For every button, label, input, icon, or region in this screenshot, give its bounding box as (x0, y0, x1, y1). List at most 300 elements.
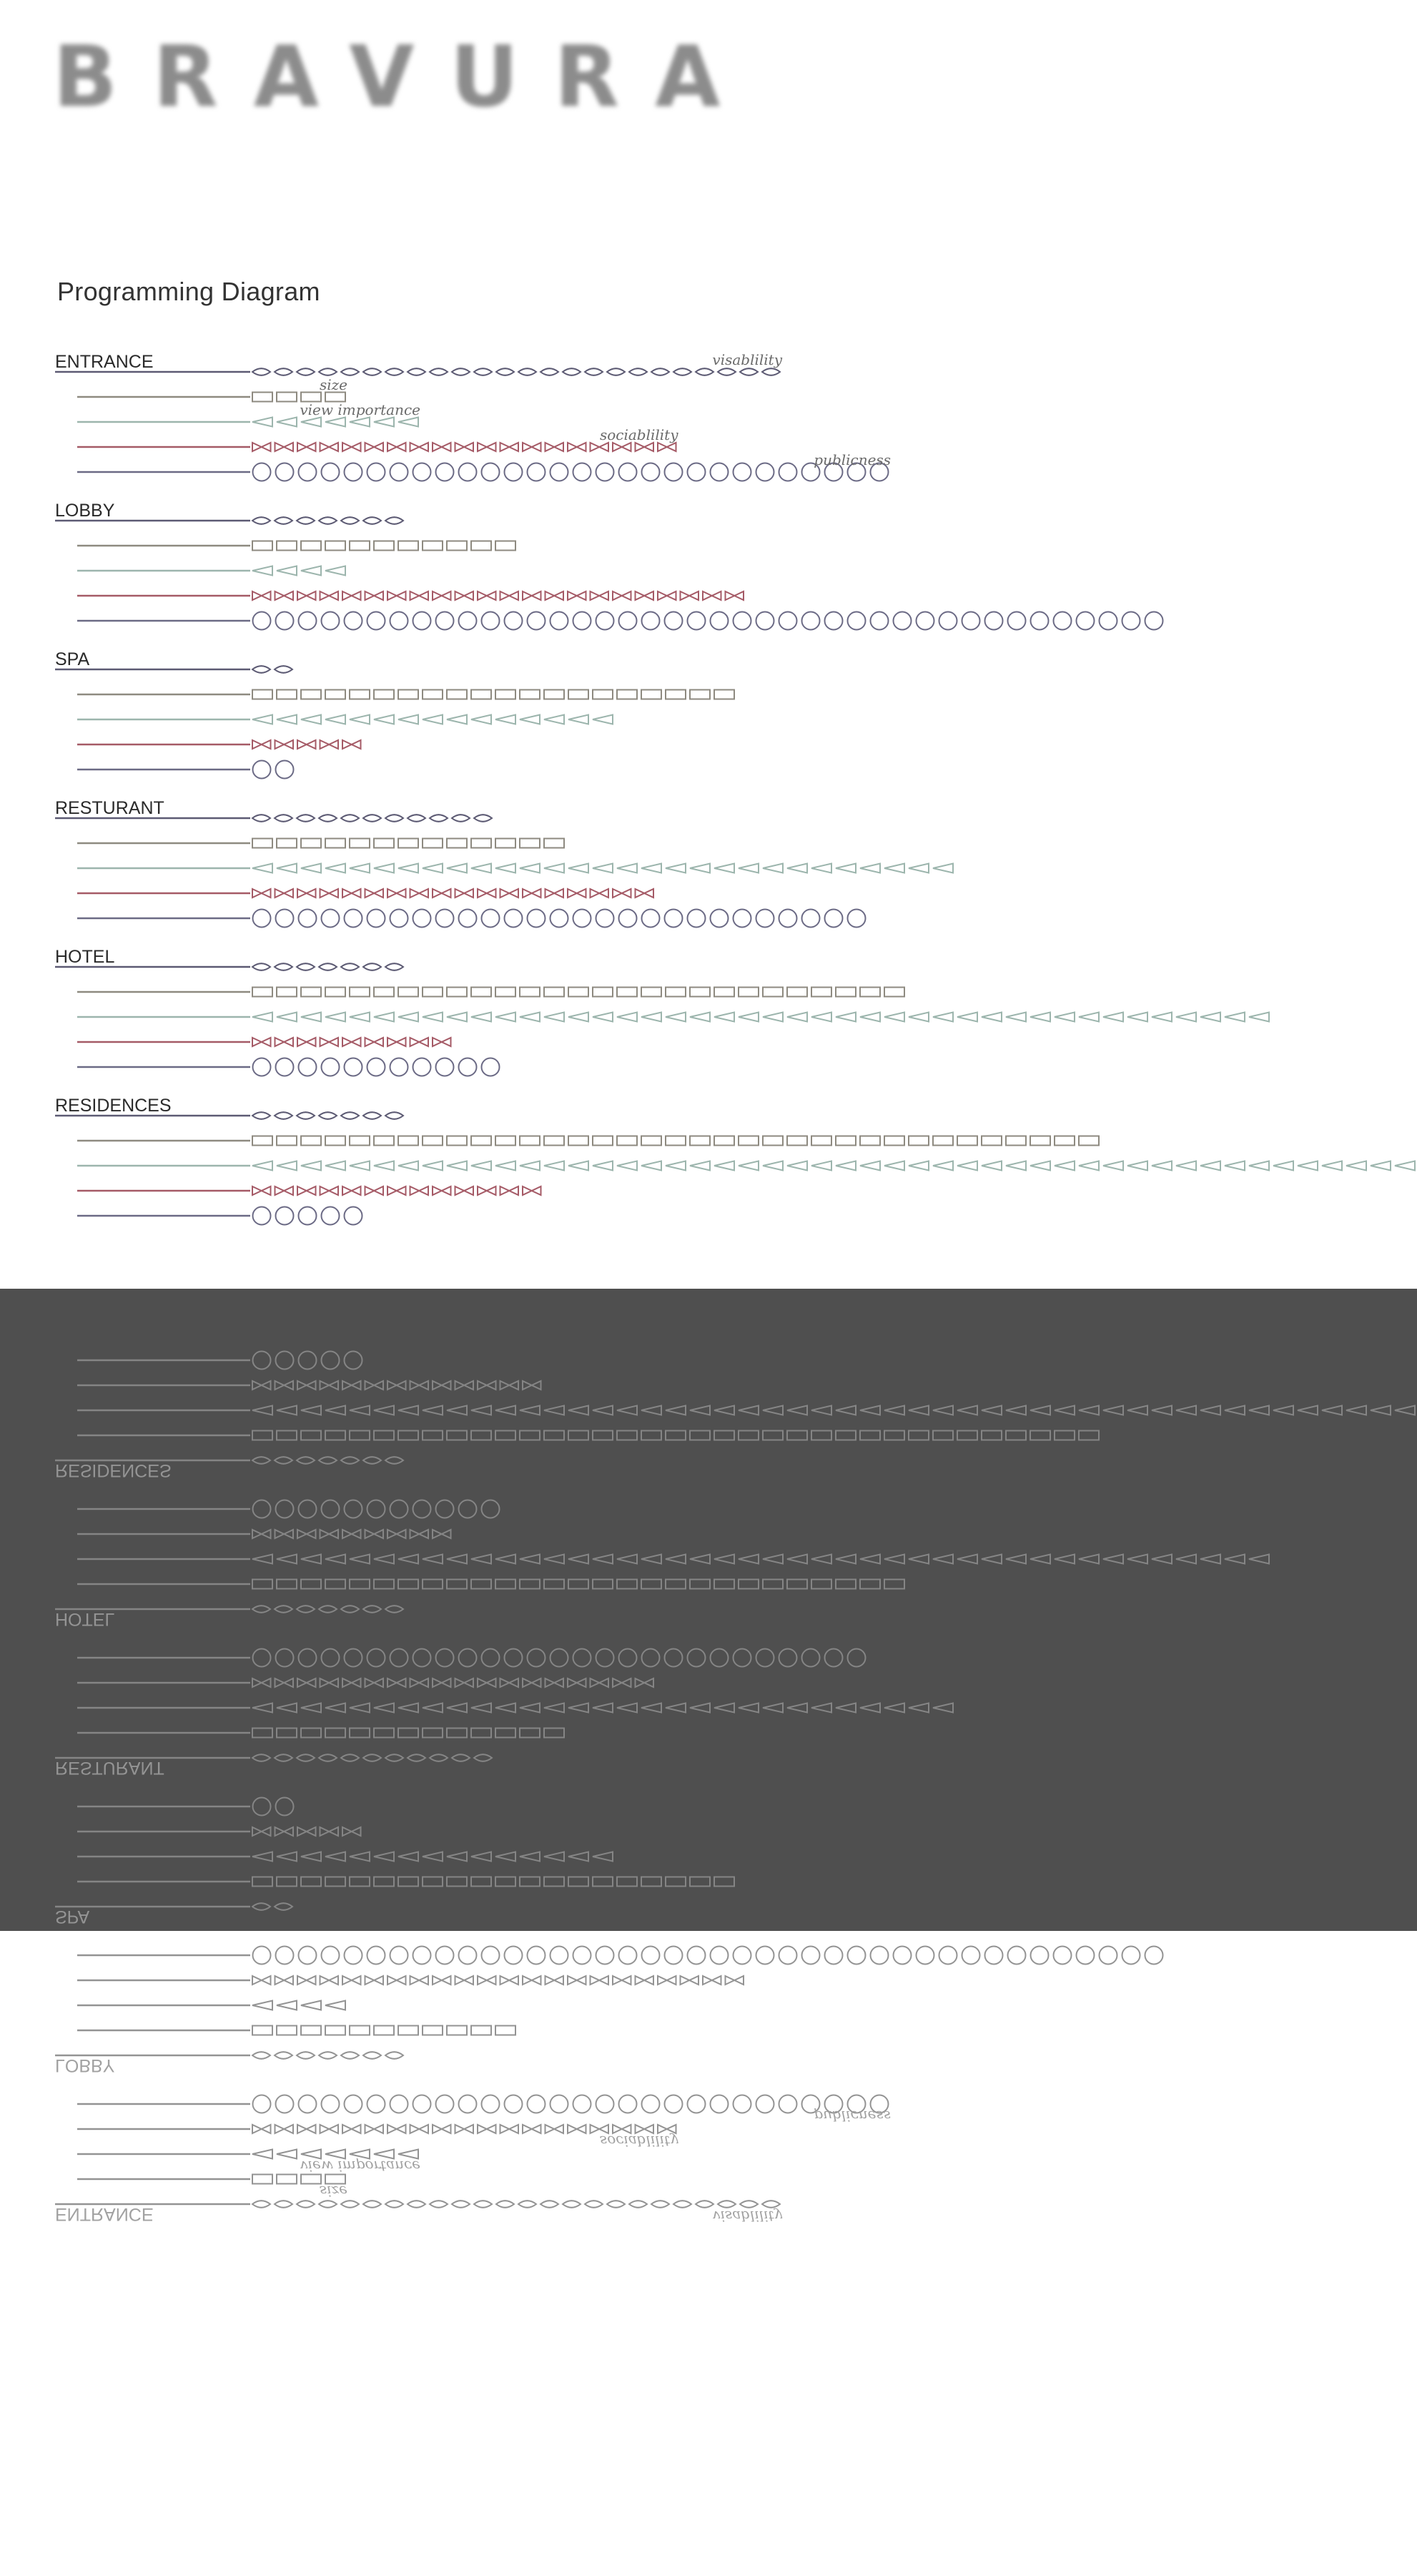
triangle-mark (739, 1555, 759, 1564)
circle-mark (367, 910, 385, 928)
triangle-mark (1152, 1013, 1172, 1022)
lens-mark (363, 815, 381, 822)
lens-mark (275, 1606, 292, 1613)
metric-row-view-importance (77, 1555, 1269, 1564)
bowtie-mark (433, 1678, 451, 1687)
circle-mark (253, 463, 271, 481)
triangle-mark (1006, 1013, 1026, 1022)
triangle-mark (301, 1852, 321, 1862)
bowtie-mark (478, 1976, 496, 1985)
rect-mark (374, 988, 394, 997)
rect-mark (787, 988, 807, 997)
lens-mark (385, 2201, 403, 2208)
bowtie-mark (568, 2125, 586, 2133)
circle-mark (345, 910, 362, 928)
circle-mark (665, 463, 683, 481)
triangle-mark (739, 1704, 759, 1713)
lens-mark (319, 963, 337, 970)
circle-mark (276, 910, 294, 928)
rect-mark (544, 988, 564, 997)
triangle-mark (957, 1555, 977, 1564)
lens-mark (518, 368, 536, 375)
triangle-mark (690, 1161, 710, 1171)
rect-mark (666, 1136, 686, 1146)
rect-mark (884, 988, 904, 997)
triangle-mark (398, 418, 418, 427)
lens-mark (496, 368, 514, 375)
bowtie-mark (297, 591, 316, 600)
circle-mark (550, 2095, 568, 2113)
circle-mark (642, 1649, 660, 1667)
rect-mark (593, 1580, 613, 1589)
triangle-mark (277, 1852, 297, 1862)
triangle-mark (471, 1555, 491, 1564)
metric-row-size (77, 541, 515, 551)
metric-row-publicness (77, 1947, 1163, 1965)
bowtie-mark (275, 1976, 294, 1985)
space-label: HOTEL (55, 947, 115, 967)
rect-mark (277, 2175, 297, 2184)
triangle-mark (447, 1555, 467, 1564)
bowtie-mark (410, 443, 429, 451)
triangle-mark (763, 1161, 783, 1171)
triangle-mark (568, 864, 588, 873)
space-block-hotel (55, 1500, 1269, 1630)
bowtie-mark (275, 1381, 294, 1390)
rect-mark (301, 690, 321, 699)
bowtie-mark (320, 2125, 339, 2133)
metric-row-publicness (77, 612, 1163, 630)
rect-mark (520, 988, 540, 997)
bowtie-mark (455, 591, 474, 600)
triangle-mark (1030, 1013, 1050, 1022)
metric-row-size (77, 690, 734, 699)
triangle-mark (350, 864, 370, 873)
bowtie-mark (703, 591, 721, 600)
circle-mark (1145, 612, 1163, 630)
triangle-mark (301, 1555, 321, 1564)
circle-mark (345, 2095, 362, 2113)
lens-mark (651, 368, 669, 375)
triangle-mark (1079, 1013, 1099, 1022)
circle-mark (894, 1947, 912, 1965)
rect-mark (495, 988, 515, 997)
triangle-mark (933, 1013, 953, 1022)
lens-mark (762, 368, 780, 375)
rect-mark (398, 1136, 418, 1146)
rect-mark (301, 541, 321, 551)
triangle-mark (714, 1704, 734, 1713)
circle-mark (779, 463, 797, 481)
circle-mark (688, 1649, 706, 1667)
rect-mark (301, 2175, 321, 2184)
circle-mark (619, 1947, 637, 1965)
circle-mark (322, 2095, 340, 2113)
circle-mark (734, 2095, 751, 2113)
circle-mark (550, 463, 568, 481)
bowtie-mark (365, 1678, 384, 1687)
bowtie-mark (387, 2125, 406, 2133)
triangle-mark (447, 1161, 467, 1171)
circle-mark (299, 1058, 317, 1076)
triangle-mark (763, 1406, 783, 1415)
bowtie-mark (365, 1038, 384, 1046)
bowtie-mark (500, 1186, 519, 1195)
circle-mark (1077, 1947, 1095, 1965)
lens-mark (341, 1112, 359, 1119)
metric-row-visability (55, 368, 780, 375)
lens-mark (385, 1606, 403, 1613)
lens-mark (341, 368, 359, 375)
bowtie-mark (320, 1678, 339, 1687)
rect-mark (520, 1431, 540, 1440)
circle-mark (596, 1649, 614, 1667)
rect-mark (666, 1580, 686, 1589)
rect-mark (568, 1431, 588, 1440)
triangle-mark (423, 715, 443, 724)
bowtie-mark (252, 1827, 271, 1836)
triangle-mark (1322, 1161, 1342, 1171)
triangle-mark (933, 1555, 953, 1564)
rect-mark (666, 1877, 686, 1887)
triangle-mark (666, 1161, 686, 1171)
rect-mark (252, 988, 272, 997)
rect-mark (447, 1580, 467, 1589)
triangle-mark (1322, 1406, 1342, 1415)
rect-mark (398, 2026, 418, 2035)
bowtie-mark (387, 1381, 406, 1390)
bowtie-mark (252, 1530, 271, 1538)
bowtie-mark (365, 1381, 384, 1390)
circle-mark (1008, 1947, 1026, 1965)
bowtie-mark (410, 1381, 429, 1390)
triangle-mark (593, 864, 613, 873)
circle-mark (390, 1058, 408, 1076)
triangle-mark (1079, 1406, 1099, 1415)
bowtie-mark (297, 1976, 316, 1985)
rect-mark (860, 1580, 880, 1589)
rect-mark (301, 1136, 321, 1146)
space-label: SPA (55, 1907, 90, 1927)
circle-mark (436, 1947, 454, 1965)
rect-mark (520, 839, 540, 848)
rect-mark (325, 1580, 345, 1589)
rect-mark (447, 2026, 467, 2035)
triangle-mark (811, 864, 831, 873)
triangle-mark (593, 715, 613, 724)
rect-mark (325, 2026, 345, 2035)
bowtie-mark (455, 889, 474, 898)
triangle-mark (909, 1013, 929, 1022)
triangle-mark (301, 566, 321, 576)
rect-mark (811, 1431, 831, 1440)
lens-mark (319, 815, 337, 822)
triangle-mark (1127, 1161, 1147, 1171)
bowtie-mark (320, 1381, 339, 1390)
lens-mark (319, 1754, 337, 1761)
triangle-mark (787, 1406, 807, 1415)
triangle-mark (325, 418, 345, 427)
circle-mark (276, 1500, 294, 1518)
circle-mark (756, 1947, 774, 1965)
triangle-mark (277, 1406, 297, 1415)
triangle-mark (252, 1555, 272, 1564)
bowtie-mark (636, 889, 654, 898)
annotation-label: visablility (712, 351, 782, 368)
bowtie-mark (433, 443, 451, 451)
triangle-mark (447, 1852, 467, 1862)
triangle-mark (860, 1555, 880, 1564)
lens-mark (252, 1606, 270, 1613)
rect-mark (447, 690, 467, 699)
rect-mark (763, 1431, 783, 1440)
bowtie-mark (726, 591, 744, 600)
circle-mark (711, 1649, 729, 1667)
triangle-mark (398, 1406, 418, 1415)
rect-mark (520, 1877, 540, 1887)
triangle-mark (471, 1406, 491, 1415)
triangle-mark (1127, 1406, 1147, 1415)
rect-mark (423, 1729, 443, 1738)
rect-mark (568, 1136, 588, 1146)
bowtie-mark (320, 1976, 339, 1985)
circle-mark (642, 463, 660, 481)
circle-mark (276, 1352, 294, 1370)
rect-mark (982, 1431, 1002, 1440)
circle-mark (390, 612, 408, 630)
bowtie-mark (500, 591, 519, 600)
triangle-mark (520, 715, 540, 724)
lens-mark (275, 368, 292, 375)
circle-mark (367, 1058, 385, 1076)
bowtie-mark (275, 1678, 294, 1687)
lens-mark (252, 815, 270, 822)
circle-mark (848, 910, 866, 928)
circle-mark (299, 612, 317, 630)
rect-mark (374, 1431, 394, 1440)
rect-mark (423, 1877, 443, 1887)
triangle-mark (277, 715, 297, 724)
circle-mark (802, 910, 820, 928)
rect-mark (471, 690, 491, 699)
triangle-mark (909, 864, 929, 873)
rect-mark (398, 1580, 418, 1589)
lens-mark (452, 815, 470, 822)
triangle-mark (301, 864, 321, 873)
space-label: RESIDENCES (55, 1460, 172, 1480)
lens-mark (252, 368, 270, 375)
triangle-mark (544, 715, 564, 724)
rect-mark (593, 1431, 613, 1440)
bowtie-mark (342, 591, 361, 600)
circle-mark (482, 1649, 500, 1667)
lens-mark (540, 2201, 558, 2208)
rect-mark (714, 1877, 734, 1887)
triangle-mark (301, 418, 321, 427)
circle-mark (345, 1500, 362, 1518)
lens-mark (297, 2052, 315, 2059)
triangle-mark (982, 1161, 1002, 1171)
bowtie-mark (365, 591, 384, 600)
triangle-mark (739, 1013, 759, 1022)
circle-mark (985, 1947, 1003, 1965)
triangle-mark (1152, 1555, 1172, 1564)
triangle-mark (252, 715, 272, 724)
circle-mark (619, 910, 637, 928)
bowtie-mark (703, 1976, 721, 1985)
space-block-entrance (55, 2095, 889, 2225)
rect-mark (811, 1136, 831, 1146)
triangle-mark (884, 864, 904, 873)
rect-mark (933, 1136, 953, 1146)
rect-mark (277, 1431, 297, 1440)
rect-mark (277, 1136, 297, 1146)
bowtie-mark (387, 1678, 406, 1687)
rect-mark (544, 690, 564, 699)
circle-mark (276, 1058, 294, 1076)
triangle-mark (860, 1161, 880, 1171)
bowtie-mark (591, 591, 609, 600)
rect-mark (544, 839, 564, 848)
lens-mark (430, 815, 448, 822)
circle-mark (802, 1947, 820, 1965)
triangle-mark (398, 1704, 418, 1713)
rect-mark (714, 1580, 734, 1589)
rect-mark (374, 2026, 394, 2035)
metric-row-publicness (77, 1798, 294, 1816)
triangle-mark (301, 1406, 321, 1415)
bowtie-mark (387, 1186, 406, 1195)
lens-mark (696, 368, 714, 375)
lens-mark (496, 2201, 514, 2208)
circle-mark (253, 2095, 271, 2113)
rect-mark (447, 541, 467, 551)
triangle-mark (277, 566, 297, 576)
metric-row-sociability (77, 1038, 451, 1046)
circle-mark (299, 910, 317, 928)
bowtie-mark (342, 2125, 361, 2133)
triangle-mark (933, 1704, 953, 1713)
lens-mark (319, 1606, 337, 1613)
triangle-mark (495, 1555, 515, 1564)
triangle-mark (1200, 1161, 1220, 1171)
lens-mark (297, 815, 315, 822)
rect-mark (277, 988, 297, 997)
circle-mark (779, 910, 797, 928)
lens-mark (341, 1457, 359, 1464)
bowtie-mark (387, 1976, 406, 1985)
triangle-mark (957, 1161, 977, 1171)
space-block-resturant (55, 798, 953, 928)
triangle-mark (374, 418, 394, 427)
triangle-mark (398, 715, 418, 724)
circle-mark (390, 463, 408, 481)
triangle-mark (1225, 1555, 1245, 1564)
circle-mark (734, 1649, 751, 1667)
bowtie-mark (568, 443, 586, 451)
metric-row-sociability (77, 1530, 451, 1538)
circle-mark (596, 2095, 614, 2113)
circle-mark (596, 910, 614, 928)
bowtie-mark (297, 443, 316, 451)
bowtie-mark (523, 1678, 541, 1687)
bowtie-mark (613, 443, 631, 451)
rect-mark (763, 988, 783, 997)
rect-mark (252, 839, 272, 848)
rect-mark (471, 1136, 491, 1146)
metric-row-view-importance (77, 2001, 345, 2010)
bowtie-mark (545, 443, 564, 451)
lens-mark (651, 2201, 669, 2208)
rect-mark (252, 1877, 272, 1887)
lens-mark (341, 517, 359, 524)
circle-mark (642, 2095, 660, 2113)
rect-mark (787, 1580, 807, 1589)
lens-mark (540, 368, 558, 375)
lens-mark (319, 368, 337, 375)
rect-mark (350, 1729, 370, 1738)
triangle-mark (252, 566, 272, 576)
rect-mark (1030, 1431, 1050, 1440)
rect-mark (447, 1877, 467, 1887)
bowtie-mark (410, 591, 429, 600)
bowtie-mark (342, 1827, 361, 1836)
triangle-mark (617, 1161, 637, 1171)
bowtie-mark (387, 443, 406, 451)
triangle-mark (1273, 1406, 1293, 1415)
circle-mark (1031, 1947, 1049, 1965)
lens-mark (363, 2201, 381, 2208)
rect-mark (568, 690, 588, 699)
circle-mark (276, 612, 294, 630)
triangle-mark (1371, 1161, 1391, 1171)
bowtie-mark (252, 1186, 271, 1195)
rect-mark (1079, 1431, 1099, 1440)
bowtie-mark (455, 2125, 474, 2133)
rect-mark (471, 1580, 491, 1589)
rect-mark (277, 2026, 297, 2035)
triangle-mark (714, 1555, 734, 1564)
lens-mark (408, 1754, 425, 1761)
rect-mark (423, 690, 443, 699)
bowtie-mark (433, 1186, 451, 1195)
circle-mark (322, 1500, 340, 1518)
circle-mark (596, 1947, 614, 1965)
circle-mark (1054, 1947, 1072, 1965)
bowtie-mark (275, 443, 294, 451)
rect-mark (471, 541, 491, 551)
triangle-mark (301, 2001, 321, 2010)
lens-mark (363, 517, 381, 524)
rect-mark (690, 1431, 710, 1440)
metric-row-sociability (77, 740, 361, 749)
triangle-mark (787, 1555, 807, 1564)
lens-mark (740, 368, 758, 375)
rect-mark (739, 1136, 759, 1146)
triangle-mark (666, 1555, 686, 1564)
triangle-mark (471, 1013, 491, 1022)
rect-mark (568, 1580, 588, 1589)
annotation-label: publicness (814, 2108, 891, 2125)
lens-mark (430, 368, 448, 375)
triangle-mark (520, 1852, 540, 1862)
triangle-mark (398, 864, 418, 873)
triangle-mark (641, 864, 661, 873)
triangle-mark (811, 1161, 831, 1171)
bowtie-mark (545, 1976, 564, 1985)
triangle-mark (763, 864, 783, 873)
bowtie-mark (523, 1186, 541, 1195)
